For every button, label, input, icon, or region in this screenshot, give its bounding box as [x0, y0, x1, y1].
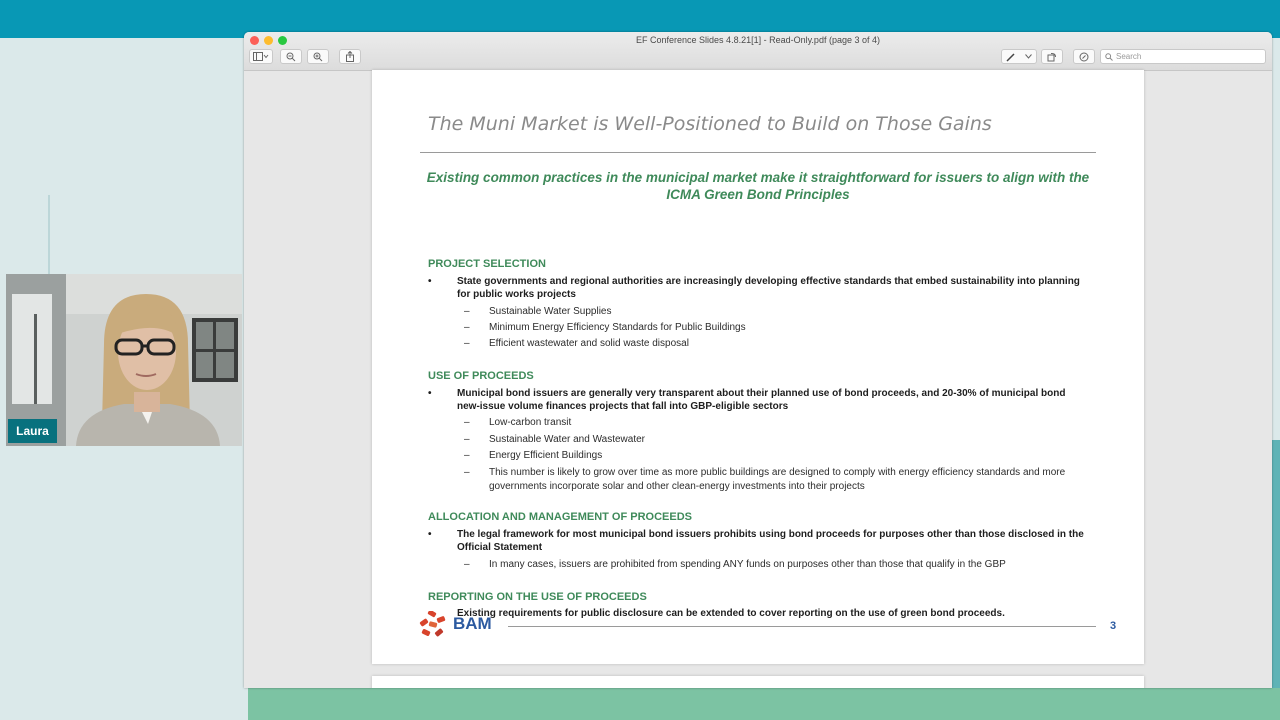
sub-item-text: Efficient wastewater and solid waste disposal [489, 338, 689, 349]
section-heading: USE OF PROCEEDS [428, 370, 534, 382]
titlebar [244, 32, 1272, 71]
title-divider [420, 152, 1096, 153]
sub-item-text: Sustainable Water Supplies [489, 306, 612, 317]
bullet-text: The legal framework for most municipal bond issuers prohibits using bond proceeds for purposes other than those disclosed in the Official Statement [457, 529, 1084, 553]
search-icon [1105, 53, 1113, 61]
search-field[interactable] [1100, 49, 1266, 64]
dash-marker: – [464, 417, 470, 428]
share-icon [345, 51, 355, 62]
bottom-band [248, 688, 1280, 720]
dash-marker: – [464, 306, 470, 317]
pdf-page [372, 70, 1144, 664]
sub-item-text: In many cases, issuers are prohibited from spending ANY funds on purposes other than those that qualify in the GBP [489, 559, 1006, 570]
bam-logo-mark [419, 611, 447, 637]
markup-button[interactable] [1001, 49, 1037, 64]
sub-item-text: Sustainable Water and Wastewater [489, 434, 646, 445]
dash-marker: – [464, 322, 470, 333]
logo-text: BAM [453, 614, 492, 633]
bullet-text: Existing requirements for public disclosure can be extended to cover reporting on the use of green bond proceeds. [457, 608, 1005, 619]
annotate-button[interactable] [1073, 49, 1095, 64]
footer-divider [508, 626, 1096, 627]
next-pdf-page [372, 676, 1144, 688]
zoom-out-button[interactable] [280, 49, 302, 64]
dash-marker: – [464, 467, 470, 478]
decorative-line [48, 195, 50, 275]
bullet-marker: • [428, 276, 432, 287]
dash-marker: – [464, 559, 470, 570]
dash-marker: – [464, 450, 470, 461]
window-title: EF Conference Slides 4.8.21[1] - Read-Only.pdf (page 3 of 4) [636, 35, 880, 45]
pdf-viewer-window [244, 32, 1272, 688]
sub-item-text: Energy Efficient Buildings [489, 450, 603, 461]
bullet-text: Municipal bond issuers are generally very transparent about their planned use of bond proceeds, and 20-30% of municipal bond new-issue volume finances projects that fall into GBP-eligible sectors [457, 388, 1066, 412]
section-heading: ALLOCATION AND MANAGEMENT OF PROCEEDS [428, 511, 692, 523]
share-button[interactable] [339, 49, 361, 64]
search-placeholder: Search [1116, 52, 1142, 61]
zoom-out-icon [286, 52, 296, 62]
right-decoration [1272, 440, 1280, 720]
bullet-marker: • [428, 388, 432, 399]
slide-title: The Muni Market is Well-Positioned to Build on Those Gains [428, 113, 992, 135]
dash-marker: – [464, 434, 470, 445]
chevron-down-icon [1025, 54, 1032, 59]
sub-item-text: This number is likely to grow over time as more public buildings are designed to comply with energy efficiency standards and more governments incorporate solar and other clean-energy investments into their projects [489, 467, 1066, 492]
zoom-in-icon [313, 52, 323, 62]
bullet-text: State governments and regional authorities are increasingly developing effective standards that embed sustainability into planning for public works projects [457, 276, 1080, 300]
sub-item-text: Minimum Energy Efficiency Standards for Public Buildings [489, 322, 746, 333]
page-number: 3 [1110, 620, 1117, 632]
section-heading: REPORTING ON THE USE OF PROCEEDS [428, 591, 647, 603]
participant-name-tag: Laura [8, 419, 57, 443]
section-heading: PROJECT SELECTION [428, 258, 546, 270]
markup-circle-icon [1079, 52, 1089, 62]
sub-item-text: Low-carbon transit [489, 417, 572, 428]
dash-marker: – [464, 338, 470, 349]
sidebar-icon [253, 52, 269, 61]
sidebar-toggle-button[interactable] [249, 49, 273, 64]
rotate-icon [1047, 52, 1057, 62]
slide-subtitle: Existing common practices in the municipal market make it straightforward for issuers to align with the ICMA Green Bond Principles [426, 170, 1090, 202]
pen-icon [1006, 52, 1016, 62]
zoom-in-button[interactable] [307, 49, 329, 64]
bullet-marker: • [428, 529, 432, 540]
bam-logo [419, 611, 492, 637]
rotate-button[interactable] [1041, 49, 1063, 64]
